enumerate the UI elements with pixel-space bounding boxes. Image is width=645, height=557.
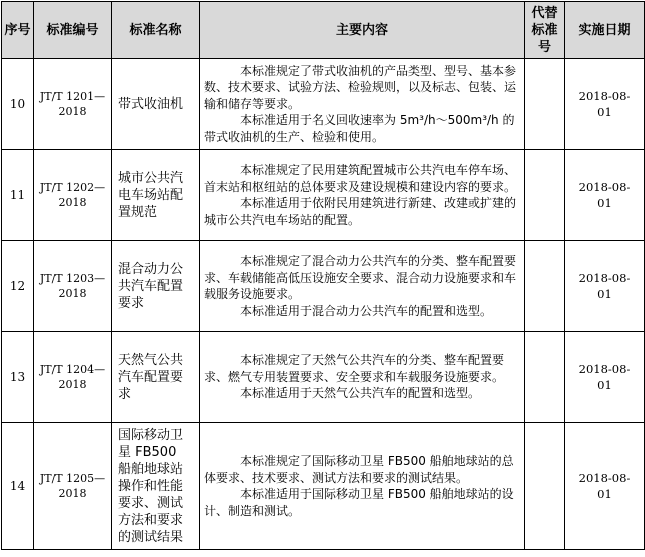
row-content (200, 241, 525, 332)
content-applicability: 本标准适用于国际移动卫星 FB500 船舶地球站的设计、制造和测试。 (204, 487, 514, 518)
header-name: 标准名称 (112, 2, 200, 59)
header-row (2, 2, 645, 59)
row-seq: 12 (2, 241, 34, 332)
table-row (2, 150, 645, 241)
row-date: 2018-08-01 (565, 150, 645, 241)
row-replaced (525, 150, 565, 241)
row-name: 城市公共汽电车场站配置规范 (112, 150, 200, 241)
row-content (200, 150, 525, 241)
content-scope: 本标准规定了国际移动卫星 FB500 船舶地球站的总体要求、技术要求、测试方法和要求的测试结果。 (204, 454, 514, 485)
row-code: JT/T 1202—2018 (34, 150, 112, 241)
row-code: JT/T 1201—2018 (34, 59, 112, 150)
row-name: 天然气公共汽车配置要求 (112, 332, 200, 423)
row-replaced (525, 59, 565, 150)
row-seq: 10 (2, 59, 34, 150)
header-seq: 序号 (2, 2, 34, 59)
row-name: 混合动力公共汽车配置要求 (112, 241, 200, 332)
standards-table (1, 1, 645, 550)
header-code: 标准编号 (34, 2, 112, 59)
row-date: 2018-08-01 (565, 241, 645, 332)
content-applicability: 本标准适用于名义回收速率为 5m³/h～500m³/h 的带式收油机的生产、检验和使用。 (204, 113, 515, 144)
row-date: 2018-08-01 (565, 332, 645, 423)
content-applicability: 本标准适用于天然气公共汽车的配置和选型。 (240, 386, 481, 401)
content-applicability: 本标准适用于混合动力公共汽车的配置和选型。 (240, 303, 493, 318)
row-name: 国际移动卫星 FB500 船舶地球站操作和性能要求、测试方法和要求的测试结果 (112, 423, 200, 550)
table-row (2, 423, 645, 550)
header-replaced: 代替标准号 (525, 2, 565, 59)
content-scope: 本标准规定了天然气公共汽车的分类、整车配置要求、燃气专用装置要求、安全要求和车载服务设施要求。 (204, 353, 505, 384)
content-scope: 本标准规定了带式收油机的产品类型、型号、基本参数、技术要求、试验方法、检验规则，以及标志、包装、运输和储存等要求。 (204, 63, 517, 111)
row-content (200, 332, 525, 423)
row-code: JT/T 1203—2018 (34, 241, 112, 332)
content-scope: 本标准规定了民用建筑配置城市公共汽电车停车场、首末站和枢纽站的总体要求及建设规模和建设内容的要求。 (204, 163, 517, 194)
row-replaced (525, 423, 565, 550)
row-seq: 14 (2, 423, 34, 550)
row-date: 2018-08-01 (565, 423, 645, 550)
row-name: 带式收油机 (112, 59, 200, 150)
row-code: JT/T 1204—2018 (34, 332, 112, 423)
table-row (2, 332, 645, 423)
header-date: 实施日期 (565, 2, 645, 59)
table-row (2, 59, 645, 150)
header-content: 主要内容 (200, 2, 525, 59)
content-applicability: 本标准适用于依附民用建筑进行新建、改建或扩建的城市公共汽电车场站的配置。 (204, 196, 517, 227)
row-seq: 11 (2, 150, 34, 241)
row-seq: 13 (2, 332, 34, 423)
row-date: 2018-08-01 (565, 59, 645, 150)
table-row (2, 241, 645, 332)
row-replaced (525, 241, 565, 332)
row-replaced (525, 332, 565, 423)
row-code: JT/T 1205—2018 (34, 423, 112, 550)
row-content (200, 423, 525, 550)
row-content (200, 59, 525, 150)
content-scope: 本标准规定了混合动力公共汽车的分类、整车配置要求、车载储能高低压设施安全要求、混合动力设施要求和车载服务设施要求。 (204, 254, 517, 301)
